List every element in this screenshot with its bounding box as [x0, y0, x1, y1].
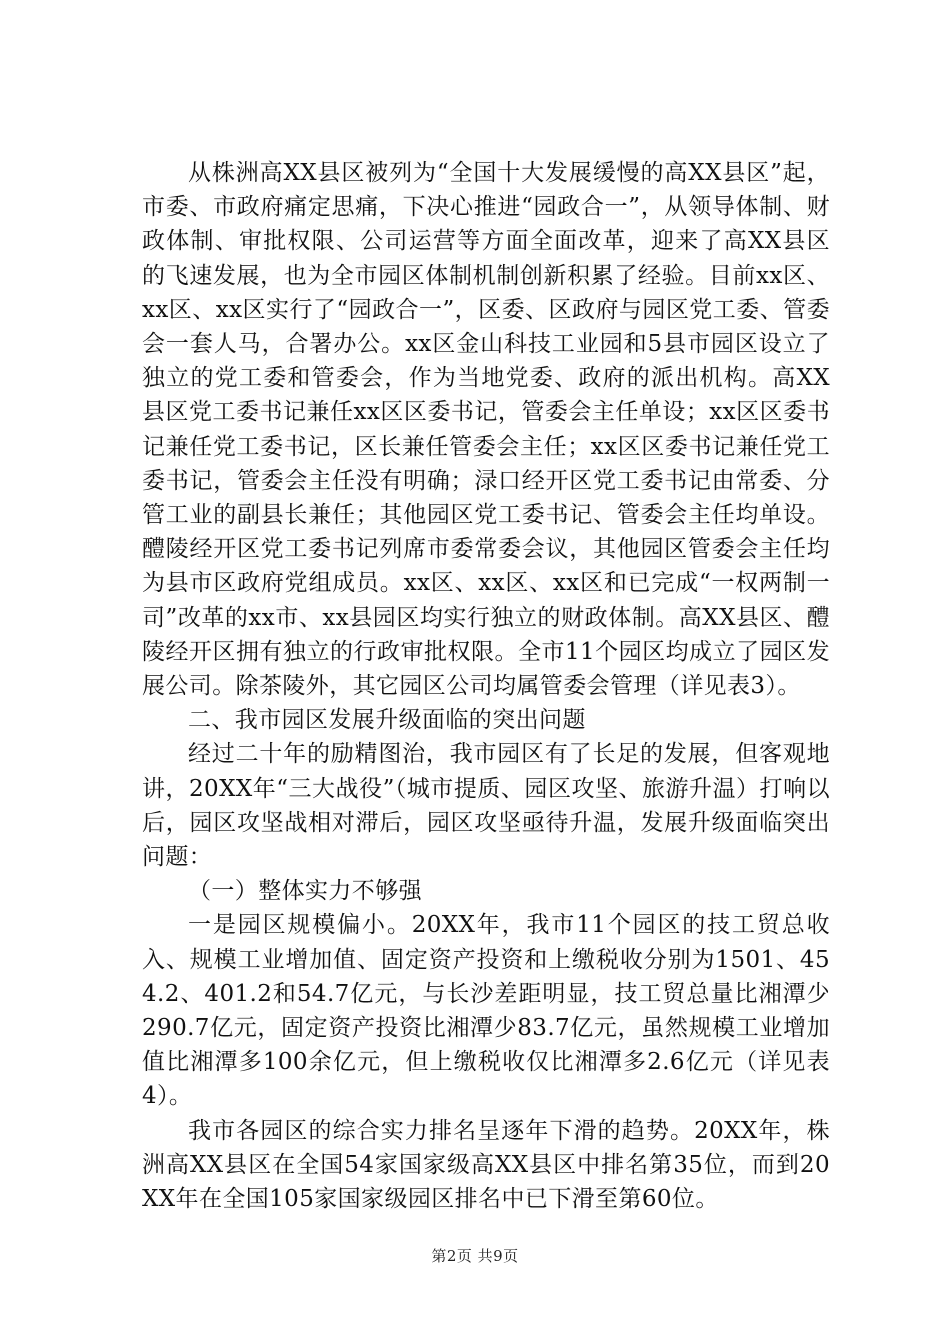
- paragraph-system-reform: 从株洲高XX县区被列为“全国十大发展缓慢的高XX县区”起，市委、市政府痛定思痛，下决心推进“园政合一”，从领导体制、财政体制、审批权限、公司运营等方面全面改革，迎来了高XX县区的飞速发展，也为全市园区体制机制创新积累了经验。目前xx区、xx区、xx区实行了“园政合一”，区委、区政府与园区党工委、管委会一套人马，合署办公。xx区金山科技工业园和5县市园区设立了独立的党工委和管委会，作为当地党委、政府的派出机构。高XX县区党工委书记兼任xx区区委书记，管委会主任单设；xx区区委书记兼任党工委书记，区长兼任管委会主任；xx区区委书记兼任党工委书记，管委会主任没有明确；渌口经开区党工委书记由常委、分管工业的副县长兼任；其他园区党工委书记、管委会主任均单设。醴陵经开区党工委书记列席市委常委会议，其他园区管委会主任均为县市区政府党组成员。xx区、xx区、xx区和已完成“一权两制一司”改革的xx市、xx县园区均实行独立的财政体制。高XX县区、醴陵经开区拥有独立的行政审批权限。全市11个园区均成立了园区发展公司。除茶陵外，其它园区公司均属管委会管理（详见表3）。: [142, 160, 830, 700]
- section-heading-problems: 二、我市园区发展升级面临的突出问题: [188, 707, 586, 734]
- paragraph-problems-intro: 经过二十年的励精图治，我市园区有了长足的发展，但客观地讲，20XX年“三大战役”（城市提质、园区攻坚、旅游升温）打响以后，园区攻坚战相对滞后，园区攻坚亟待升温，发展升级面临突出问题：: [142, 741, 830, 871]
- paragraph-ranking-decline: 我市各园区的综合实力排名呈逐年下滑的趋势。20XX年，株洲高XX县区在全国54家国家级高XX县区中排名第35位，而到20XX年在全国105家国家级园区排名中已下滑至第60位。: [142, 1117, 830, 1213]
- paragraph-scale-small: 一是园区规模偏小。20XX年，我市11个园区的技工贸总收入、规模工业增加值、固定资产投资和上缴税收分别为1501、454.2、401.2和54.7亿元，与长沙差距明显，技工贸总量比湘潭少290.7亿元，固定资产投资比湘潭少83.7亿元，虽然规模工业增加值比湘潭多100余亿元，但上缴税收仅比湘潭多2.6亿元（详见表4）。: [142, 912, 830, 1110]
- subheading-overall-strength: （一）整体实力不够强: [188, 878, 422, 905]
- document-body: [142, 156, 830, 1216]
- page-number-footer: 第2页 共9页: [431, 1247, 519, 1265]
